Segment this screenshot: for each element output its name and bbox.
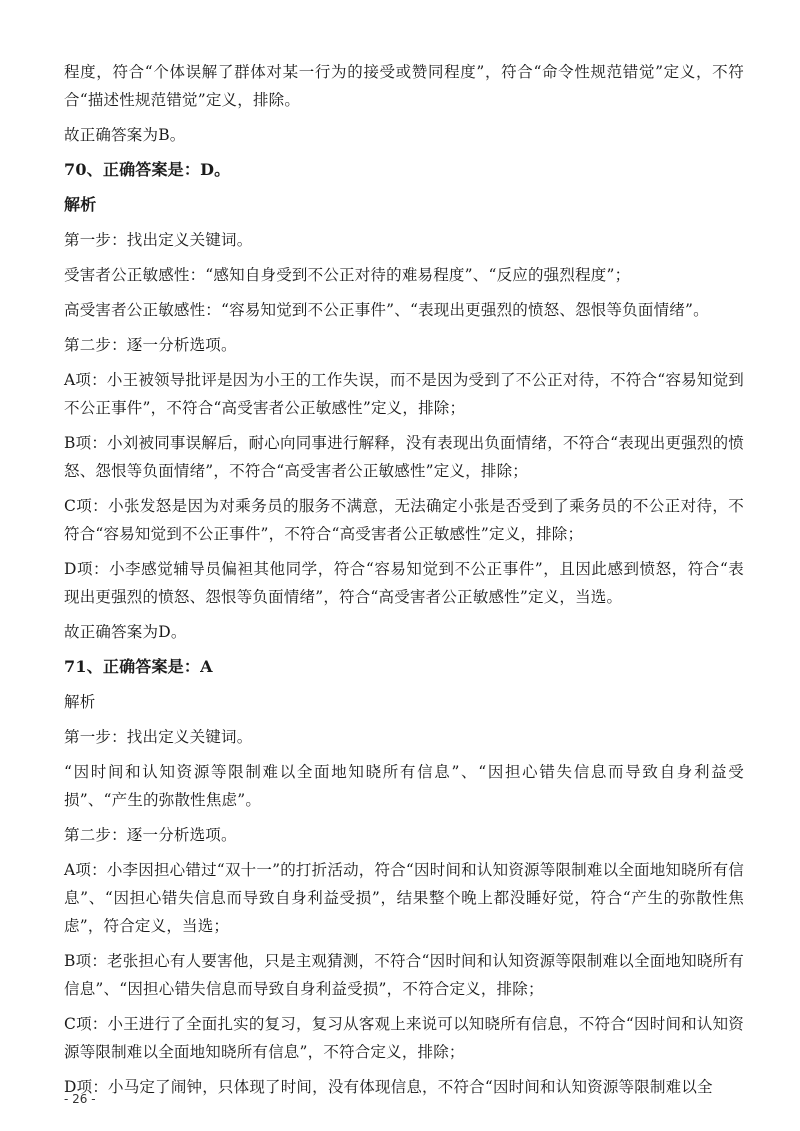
- paragraph: C项：小王进行了全面扎实的复习，复习从客观上来说可以知晓所有信息，不符合“因时间和认知资源等限制难以全面地知晓所有信息”，不符合定义，排除；: [64, 1015, 744, 1061]
- paragraph: B项：小刘被同事误解后，耐心向同事进行解释，没有表现出负面情绪，不符合“表现出更强烈的愤怒、怨恨等负面情绪”，不符合“高受害者公正敏感性”定义，排除；: [64, 434, 744, 480]
- paragraph: B项：老张担心有人要害他，只是主观猜测，不符合“因时间和认知资源等限制难以全面地知晓所有信息”、“因担心错失信息而导致自身利益受损”，不符合定义，排除；: [64, 952, 744, 998]
- paragraph: 第二步：逐一分析选项。: [64, 336, 237, 354]
- paragraph: A项：小王被领导批评是因为小王的工作失误，而不是因为受到了不公正对待，不符合“容易知觉到不公正事件”，不符合“高受害者公正敏感性”定义，排除；: [64, 371, 744, 417]
- section-heading: 解析: [64, 195, 97, 214]
- paragraph: 故正确答案为B。: [64, 126, 186, 144]
- paragraph: 故正确答案为D。: [64, 623, 187, 641]
- paragraph: 受害者公正敏感性：“感知自身受到不公正对待的难易程度”、“反应的强烈程度”；: [64, 266, 631, 284]
- paragraph: A项：小李因担心错过“双十一”的打折活动，符合“因时间和认知资源等限制难以全面地知晓所有信息”、“因担心错失信息而导致自身利益受损”，结果整个晚上都没睡好觉，符合“产生的弥散性焦虑”，符合定义，当选；: [64, 861, 744, 935]
- paragraph: 第一步：找出定义关键词。: [64, 231, 253, 249]
- paragraph: 第二步：逐一分析选项。: [64, 826, 237, 844]
- document-body: [64, 58, 744, 1108]
- paragraph: 高受害者公正敏感性：“容易知觉到不公正事件”、“表现出更强烈的愤怒、怨恨等负面情绪”。: [64, 301, 709, 319]
- paragraph: C项：小张发怒是因为对乘务员的服务不满意，无法确定小张是否受到了乘务员的不公正对待，不符合“容易知觉到不公正事件”，不符合“高受害者公正敏感性”定义，排除；: [64, 497, 744, 543]
- paragraph: D项：小李感觉辅导员偏袒其他同学，符合“容易知觉到不公正事件”，且因此感到愤怒，符合“表现出更强烈的愤怒、怨恨等负面情绪”，符合“高受害者公正敏感性”定义，当选。: [64, 560, 744, 606]
- paragraph: “因时间和认知资源等限制难以全面地知晓所有信息”、“因担心错失信息而导致自身利益受损”、“产生的弥散性焦虑”。: [64, 763, 744, 809]
- page-number: - 26 -: [64, 1092, 96, 1106]
- paragraph: 第一步：找出定义关键词。: [64, 728, 253, 746]
- section-heading: 70、正确答案是：D。: [64, 160, 231, 179]
- section-heading: 71、正确答案是：A: [64, 657, 213, 676]
- paragraph: D项：小马定了闹钟，只体现了时间，没有体现信息，不符合“因时间和认知资源等限制难以全: [64, 1078, 713, 1096]
- paragraph: 程度，符合“个体误解了群体对某一行为的接受或赞同程度”，符合“命令性规范错觉”定义，不符合“描述性规范错觉”定义，排除。: [64, 63, 744, 109]
- paragraph: 解析: [64, 693, 96, 711]
